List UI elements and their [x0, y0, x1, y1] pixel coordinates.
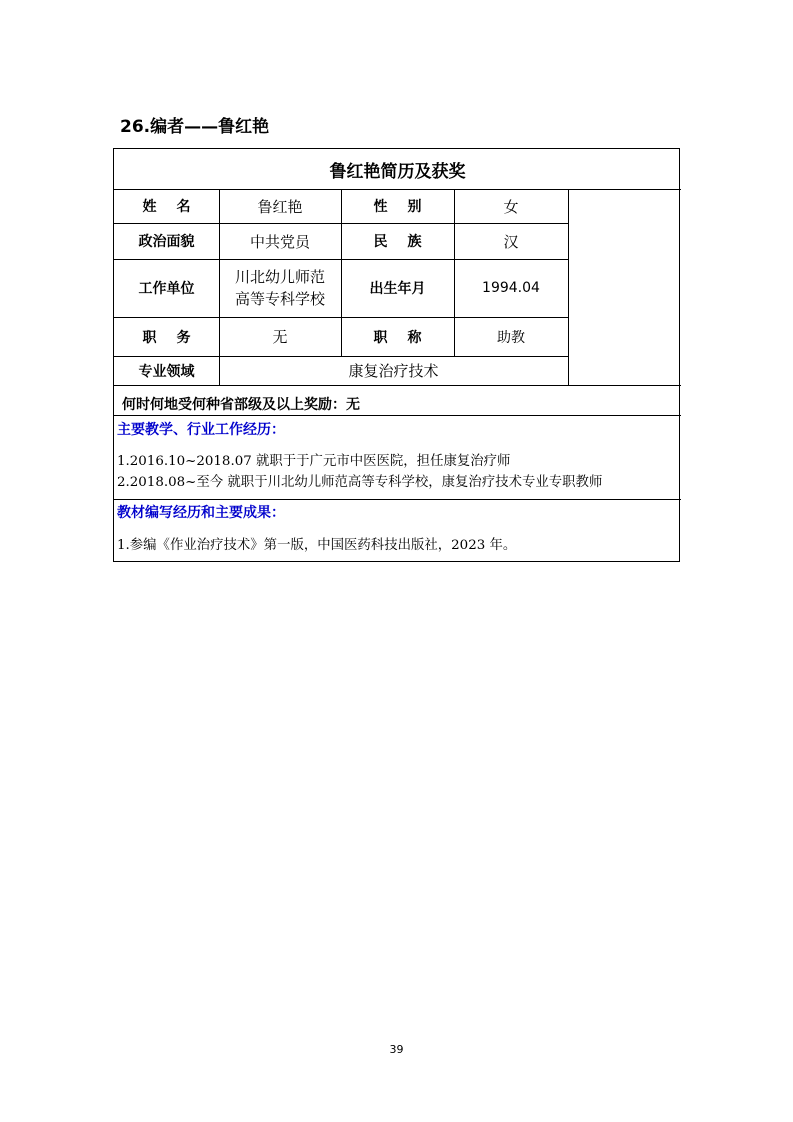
section-title: 26.编者——鲁红艳 — [120, 117, 270, 137]
position-label: 职 务 — [142, 329, 191, 346]
page-number: 39 — [389, 1043, 404, 1056]
col-divider — [568, 189, 569, 385]
resume-table — [113, 148, 680, 562]
workplace-value: 川北幼儿师范 高等专科学校 — [234, 268, 325, 308]
experience-item: 1.2016.10~2018.07 就职于于广元市中医医院，担任康复治疗师 — [117, 454, 511, 469]
gender-value: 女 — [503, 197, 519, 216]
row-divider — [114, 415, 681, 416]
politics-value: 中共党员 — [249, 232, 310, 251]
position-value: 无 — [272, 328, 288, 346]
workplace-label: 工作单位 — [138, 281, 195, 297]
field-value: 康复治疗技术 — [348, 362, 439, 380]
professional-title-label: 职 称 — [373, 329, 422, 346]
textbook-heading: 教材编写经历和主要成果： — [117, 505, 285, 521]
row-divider — [114, 385, 681, 386]
table-title: 鲁红艳简历及获奖 — [329, 161, 466, 182]
textbook-item: 1.参编《作业治疗技术》第一版，中国医药科技出版社，2023 年。 — [117, 538, 517, 553]
awards-text: 何时何地受何种省部级及以上奖励：无 — [122, 397, 360, 413]
ethnicity-label: 民 族 — [373, 234, 422, 250]
professional-title-value: 助教 — [497, 329, 525, 346]
ethnicity-value: 汉 — [503, 232, 519, 251]
name-value: 鲁红艳 — [257, 197, 303, 216]
name-label: 姓 名 — [142, 199, 191, 215]
birth-label: 出生年月 — [369, 281, 426, 297]
field-label: 专业领域 — [138, 363, 195, 380]
experience-heading: 主要教学、行业工作经历： — [117, 422, 285, 438]
politics-label: 政治面貌 — [138, 234, 195, 250]
row-divider — [114, 499, 681, 500]
gender-label: 性 别 — [373, 199, 422, 215]
birth-value: 1994.04 — [482, 280, 540, 296]
experience-item: 2.2018.08~至今 就职于川北幼儿师范高等专科学校，康复治疗技术专业专职教师 — [117, 475, 603, 490]
